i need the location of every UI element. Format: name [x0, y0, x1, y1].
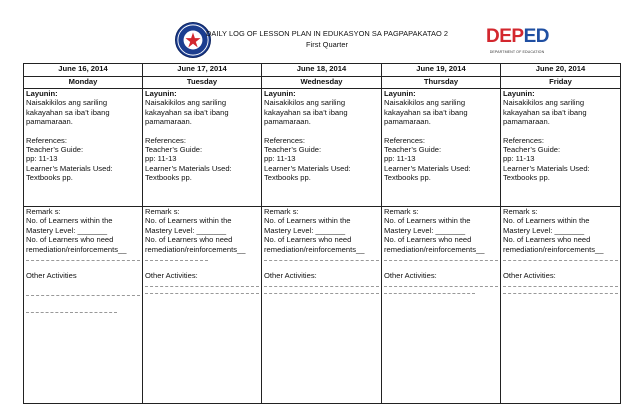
layunin-line: Naisakikilos ang sariling — [503, 98, 585, 108]
layunin-line: Naisakikilos ang sariling — [384, 98, 466, 108]
objectives-cell — [143, 89, 262, 207]
remarks-line: remediation/reinforcements__ — [26, 244, 127, 254]
reference-line: Teacher’s Guide: — [503, 145, 561, 155]
objectives-cell — [501, 89, 621, 207]
remarks-line: No. of Learners who need — [26, 235, 114, 245]
blank-line — [503, 289, 618, 294]
reference-line: Teacher’s Guide: — [145, 145, 203, 155]
remarks-line: remediation/reinforcements__ — [145, 244, 246, 254]
remarks-line: Remark s: — [145, 207, 180, 216]
remarks-line: remediation/reinforcements__ — [503, 244, 604, 254]
layunin-label: Layunin: — [145, 89, 177, 98]
layunin-label: Layunin: — [503, 89, 535, 98]
remarks-line: remediation/reinforcements__ — [384, 244, 485, 254]
blank-line — [264, 282, 379, 287]
reference-line: References: — [145, 135, 186, 145]
deped-logo — [486, 20, 548, 60]
reference-line: References: — [384, 135, 425, 145]
reference-line: Textbooks pp. — [264, 173, 311, 183]
blank-line — [145, 256, 208, 261]
remarks-line: No. of Learners who need — [503, 235, 591, 245]
layunin-line: Naisakikilos ang sariling — [264, 98, 346, 108]
reference-line: pp: 11-13 — [26, 154, 58, 164]
remarks-line: No. of Learners within the — [264, 216, 351, 226]
day-cell: Wednesday — [262, 77, 382, 89]
remarks-line: Mastery Level: _______ — [145, 225, 227, 235]
remarks-line: No. of Learners within the — [145, 216, 232, 226]
layunin-line: Naisakikilos ang sariling — [145, 98, 227, 108]
layunin-line: kakayahan sa iba’t ibang — [145, 107, 229, 117]
remarks-line: No. of Learners who need — [145, 235, 233, 245]
objectives-row — [24, 89, 621, 207]
reference-line: Learner’s Materials Used: — [503, 163, 590, 173]
remarks-line: Mastery Level: _______ — [26, 225, 108, 235]
blank-line — [145, 282, 259, 287]
other-activities-label: Other Activities: — [264, 271, 317, 281]
layunin-line: pamamaraan. — [264, 117, 311, 127]
remarks-line: Remark s: — [26, 207, 61, 216]
day-row — [24, 77, 621, 89]
reference-line: Teacher’s Guide: — [264, 145, 322, 155]
remarks-cell — [143, 207, 262, 404]
other-activities-label: Other Activities: — [145, 271, 198, 281]
blank-line — [384, 282, 498, 287]
remarks-line: Remark s: — [384, 207, 419, 216]
layunin-line: pamamaraan. — [26, 117, 73, 127]
date-cell: June 17, 2014 — [143, 64, 262, 77]
reference-line: References: — [26, 135, 67, 145]
deped-wordmark-dep: DEP — [486, 26, 524, 47]
reference-line: Learner’s Materials Used: — [384, 163, 471, 173]
reference-line: Teacher’s Guide: — [384, 145, 442, 155]
layunin-line: kakayahan sa iba’t ibang — [503, 107, 587, 117]
remarks-line: Remark s: — [503, 207, 538, 216]
remarks-line: No. of Learners within the — [503, 216, 590, 226]
remarks-line: No. of Learners within the — [26, 216, 113, 226]
day-cell: Thursday — [382, 77, 501, 89]
date-cell: June 19, 2014 — [382, 64, 501, 77]
blank-line — [384, 256, 498, 261]
lesson-log-table — [23, 63, 621, 404]
blank-line — [264, 256, 379, 261]
reference-line: pp: 11-13 — [145, 154, 177, 164]
reference-line: Learner’s Materials Used: — [26, 163, 113, 173]
layunin-label: Layunin: — [264, 89, 296, 98]
deped-logo-subtext: DEPARTMENT OF EDUCATION — [489, 50, 545, 54]
document-subtitle: First Quarter — [305, 40, 349, 49]
layunin-line: Naisakikilos ang sariling — [26, 98, 108, 108]
reference-line: Teacher’s Guide: — [26, 145, 84, 155]
reference-line: Textbooks pp. — [145, 173, 192, 183]
blank-line — [26, 291, 140, 296]
date-cell: June 16, 2014 — [24, 64, 143, 77]
remarks-cell — [382, 207, 501, 404]
reference-line: Textbooks pp. — [503, 173, 550, 183]
day-cell: Tuesday — [143, 77, 262, 89]
layunin-line: pamamaraan. — [503, 117, 550, 127]
reference-line: Textbooks pp. — [384, 173, 431, 183]
reference-line: Learner’s Materials Used: — [264, 163, 351, 173]
remarks-line: Remark s: — [264, 207, 299, 216]
reference-line: References: — [264, 135, 305, 145]
date-row — [24, 64, 621, 77]
remarks-row — [24, 207, 621, 404]
layunin-line: kakayahan sa iba’t ibang — [264, 107, 348, 117]
date-cell: June 18, 2014 — [262, 64, 382, 77]
blank-line — [26, 308, 117, 313]
layunin-line: pamamaraan. — [145, 117, 192, 127]
remarks-line: remediation/reinforcements__ — [264, 244, 365, 254]
day-cell: Friday — [501, 77, 621, 89]
day-cell: Monday — [24, 77, 143, 89]
remarks-cell — [24, 207, 143, 404]
remarks-line: No. of Learners who need — [264, 235, 352, 245]
blank-line — [503, 256, 618, 261]
blank-line — [384, 289, 475, 294]
reference-line: pp: 11-13 — [384, 154, 416, 164]
remarks-line: No. of Learners within the — [384, 216, 471, 226]
reference-line: Learner’s Materials Used: — [145, 163, 232, 173]
remarks-cell — [262, 207, 382, 404]
objectives-cell — [24, 89, 143, 207]
deped-wordmark-ed: ED — [523, 26, 549, 47]
layunin-line: kakayahan sa iba’t ibang — [384, 107, 468, 117]
reference-line: pp: 11-13 — [503, 154, 535, 164]
objectives-cell — [382, 89, 501, 207]
document-title: DAILY LOG OF LESSON PLAN IN EDUKASYON SA PAGPAPAKATAO 2 — [205, 29, 449, 38]
layunin-line: kakayahan sa iba’t ibang — [26, 107, 110, 117]
other-activities-label: Other Activities: — [503, 271, 556, 281]
blank-line — [26, 256, 140, 261]
other-activities-label: Other Activities: — [384, 271, 437, 281]
objectives-cell — [262, 89, 382, 207]
reference-line: Textbooks pp. — [26, 173, 73, 183]
layunin-label: Layunin: — [26, 89, 58, 98]
date-cell: June 20, 2014 — [501, 64, 621, 77]
remarks-line: No. of Learners who need — [384, 235, 472, 245]
remarks-cell — [501, 207, 621, 404]
layunin-line: pamamaraan. — [384, 117, 431, 127]
layunin-label: Layunin: — [384, 89, 416, 98]
reference-line: References: — [503, 135, 544, 145]
reference-line: pp: 11-13 — [264, 154, 296, 164]
remarks-line: Mastery Level: _______ — [503, 225, 585, 235]
blank-line — [264, 289, 379, 294]
deped-wordmark — [486, 26, 549, 48]
remarks-line: Mastery Level: _______ — [264, 225, 346, 235]
blank-line — [503, 282, 618, 287]
remarks-line: Mastery Level: _______ — [384, 225, 466, 235]
other-activities-label: Other Activities — [26, 271, 77, 281]
blank-line — [145, 289, 259, 294]
